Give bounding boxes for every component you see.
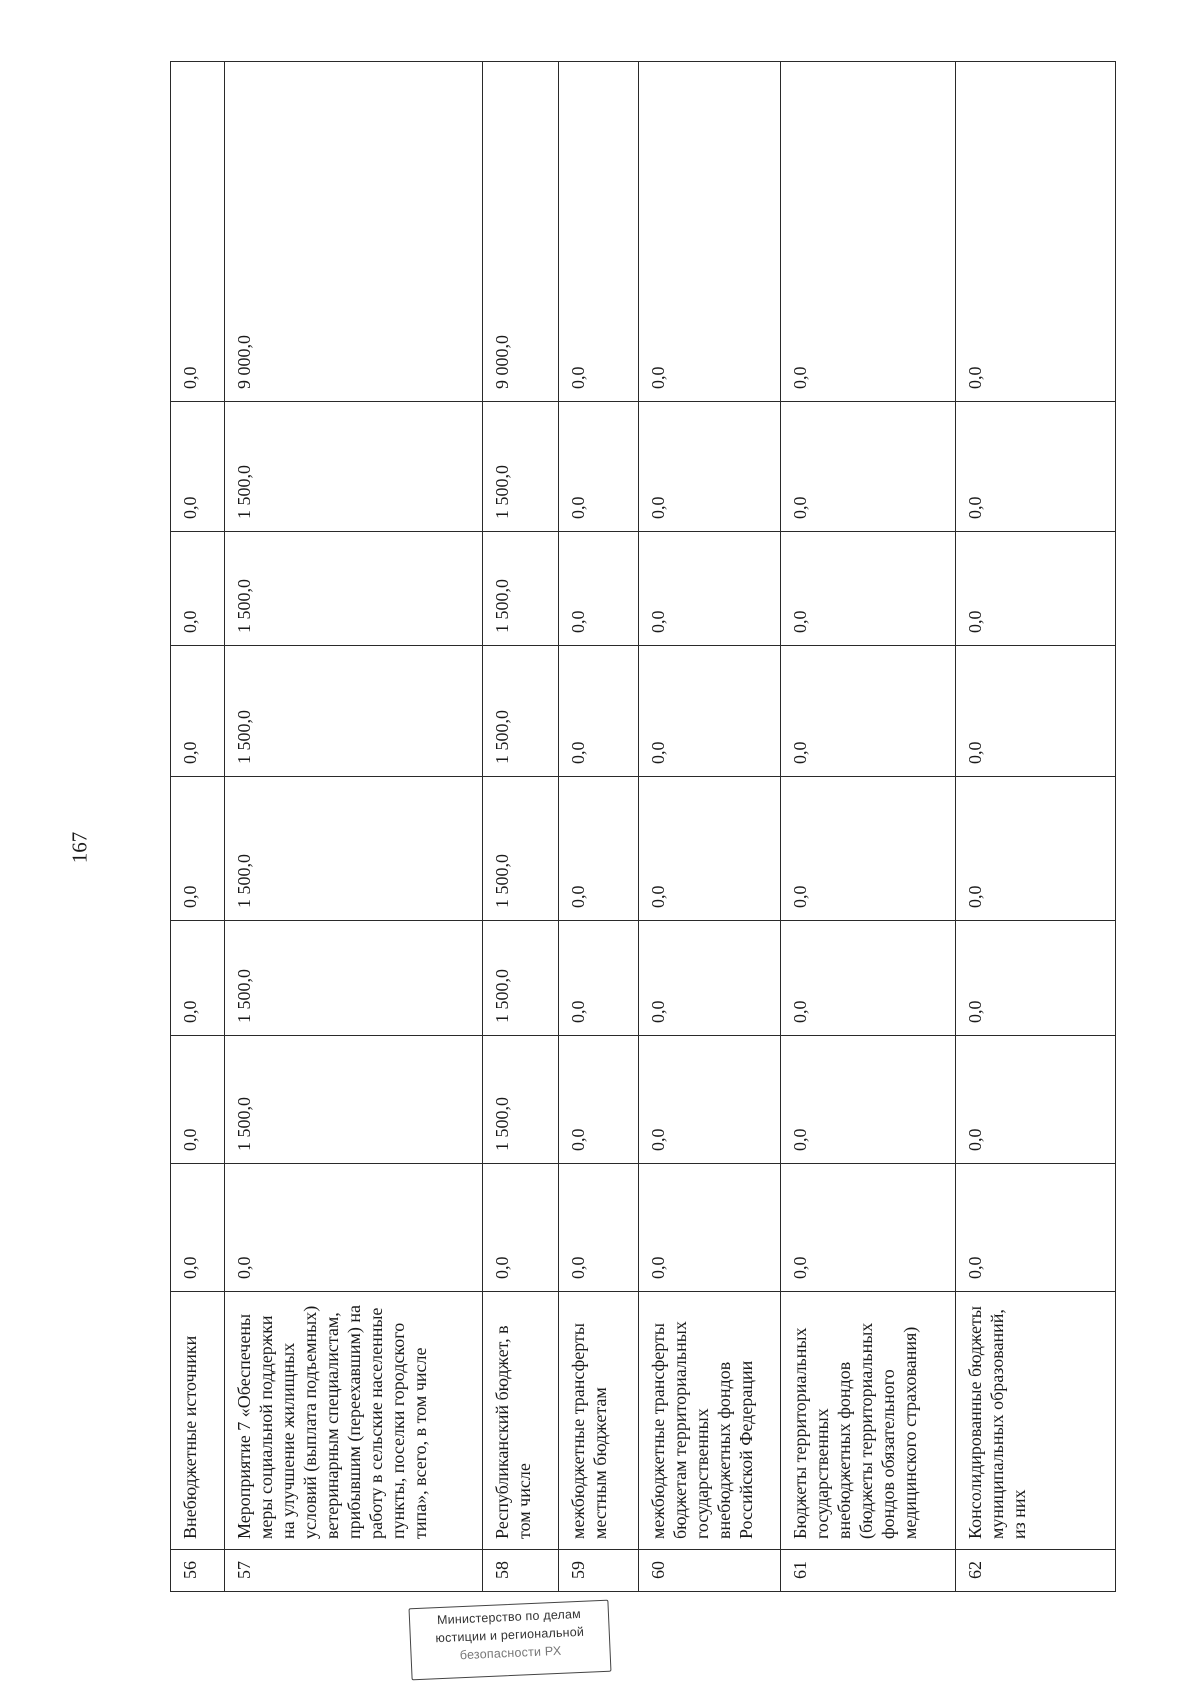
value-cell: 1 500,0 <box>225 1036 483 1164</box>
value-cell: 0,0 <box>559 402 639 532</box>
value-cell: 0,0 <box>171 402 225 532</box>
value-cell: 9 000,0 <box>225 62 483 402</box>
row-number: 56 <box>171 1550 225 1592</box>
table-row <box>483 62 559 1592</box>
value-cell: 1 500,0 <box>483 402 559 532</box>
table-row <box>781 62 956 1592</box>
value-cell: 0,0 <box>171 646 225 777</box>
row-label: Республиканский бюджет, в том числе <box>483 1292 559 1550</box>
value-cell: 1 500,0 <box>225 777 483 921</box>
value-cell: 0,0 <box>639 777 781 921</box>
row-number: 62 <box>956 1550 1116 1592</box>
value-cell: 1 500,0 <box>483 921 559 1036</box>
row-label: Бюджеты территориальных государственных внебюджетных фондов (бюджеты территориальных фондов обязательного медицинского страхования) <box>781 1292 956 1550</box>
row-number: 61 <box>781 1550 956 1592</box>
value-cell: 0,0 <box>639 921 781 1036</box>
row-label: межбюджетные трансферты местным бюджетам <box>559 1292 639 1550</box>
row-label: Внебюджетные источники <box>171 1292 225 1550</box>
value-cell: 1 500,0 <box>225 532 483 646</box>
value-cell: 0,0 <box>559 1036 639 1164</box>
value-cell: 0,0 <box>956 532 1116 646</box>
value-cell: 0,0 <box>956 921 1116 1036</box>
table-row <box>639 62 781 1592</box>
value-cell: 0,0 <box>781 646 956 777</box>
value-cell: 0,0 <box>956 1164 1116 1292</box>
value-cell: 1 500,0 <box>225 921 483 1036</box>
value-cell: 0,0 <box>956 1036 1116 1164</box>
value-cell: 1 500,0 <box>483 646 559 777</box>
value-cell: 0,0 <box>639 646 781 777</box>
value-cell: 0,0 <box>781 777 956 921</box>
value-cell: 1 500,0 <box>483 777 559 921</box>
value-cell: 0,0 <box>559 777 639 921</box>
value-cell: 0,0 <box>781 402 956 532</box>
value-cell: 0,0 <box>639 62 781 402</box>
row-number: 57 <box>225 1550 483 1592</box>
value-cell: 0,0 <box>559 646 639 777</box>
stamp-line-1: Министерство по делам <box>436 1606 582 1628</box>
value-cell: 0,0 <box>781 1036 956 1164</box>
page-number: 167 <box>67 831 92 864</box>
value-cell: 1 500,0 <box>483 1036 559 1164</box>
value-cell: 0,0 <box>171 777 225 921</box>
table-row <box>171 62 225 1592</box>
rotated-table-frame <box>170 62 1115 1592</box>
table-row <box>559 62 639 1592</box>
value-cell: 0,0 <box>639 402 781 532</box>
stamp-line-2: юстиции и региональной <box>435 1624 585 1646</box>
ministry-stamp <box>409 1600 612 1681</box>
rotated-table-wrapper <box>170 62 1115 1592</box>
value-cell: 0,0 <box>639 532 781 646</box>
value-cell: 0,0 <box>781 532 956 646</box>
value-cell: 0,0 <box>639 1036 781 1164</box>
row-label: Мероприятие 7 «Обеспечены меры социальной поддержки на улучшение жилищных условий (выплата подъемных) ветеринарным специалистам, прибывшим (переехавшим) на работу в сельские населенные пункты, поселки городского типа», всего, в том числе <box>225 1292 483 1550</box>
value-cell: 0,0 <box>781 62 956 402</box>
budget-table <box>170 61 1116 1592</box>
value-cell: 0,0 <box>956 777 1116 921</box>
table-row <box>956 62 1116 1592</box>
row-number: 58 <box>483 1550 559 1592</box>
row-number: 59 <box>559 1550 639 1592</box>
value-cell: 0,0 <box>171 532 225 646</box>
stamp-line-3: безопасности РХ <box>459 1643 562 1663</box>
value-cell: 0,0 <box>171 1036 225 1164</box>
value-cell: 0,0 <box>483 1164 559 1292</box>
value-cell: 0,0 <box>225 1164 483 1292</box>
value-cell: 1 500,0 <box>483 532 559 646</box>
value-cell: 0,0 <box>956 62 1116 402</box>
value-cell: 0,0 <box>956 646 1116 777</box>
value-cell: 0,0 <box>781 1164 956 1292</box>
value-cell: 0,0 <box>559 532 639 646</box>
value-cell: 0,0 <box>559 1164 639 1292</box>
row-label: Консолидированные бюджеты муниципальных образований, из них <box>956 1292 1116 1550</box>
value-cell: 0,0 <box>171 62 225 402</box>
table-body <box>171 62 1116 1592</box>
row-label: межбюджетные трансферты бюджетам территориальных государственных внебюджетных фондов Российской Федерации <box>639 1292 781 1550</box>
value-cell: 9 000,0 <box>483 62 559 402</box>
value-cell: 0,0 <box>171 921 225 1036</box>
table-row <box>225 62 483 1592</box>
value-cell: 0,0 <box>781 921 956 1036</box>
value-cell: 1 500,0 <box>225 646 483 777</box>
value-cell: 0,0 <box>639 1164 781 1292</box>
row-number: 60 <box>639 1550 781 1592</box>
value-cell: 0,0 <box>956 402 1116 532</box>
value-cell: 1 500,0 <box>225 402 483 532</box>
value-cell: 0,0 <box>559 921 639 1036</box>
value-cell: 0,0 <box>559 62 639 402</box>
value-cell: 0,0 <box>171 1164 225 1292</box>
